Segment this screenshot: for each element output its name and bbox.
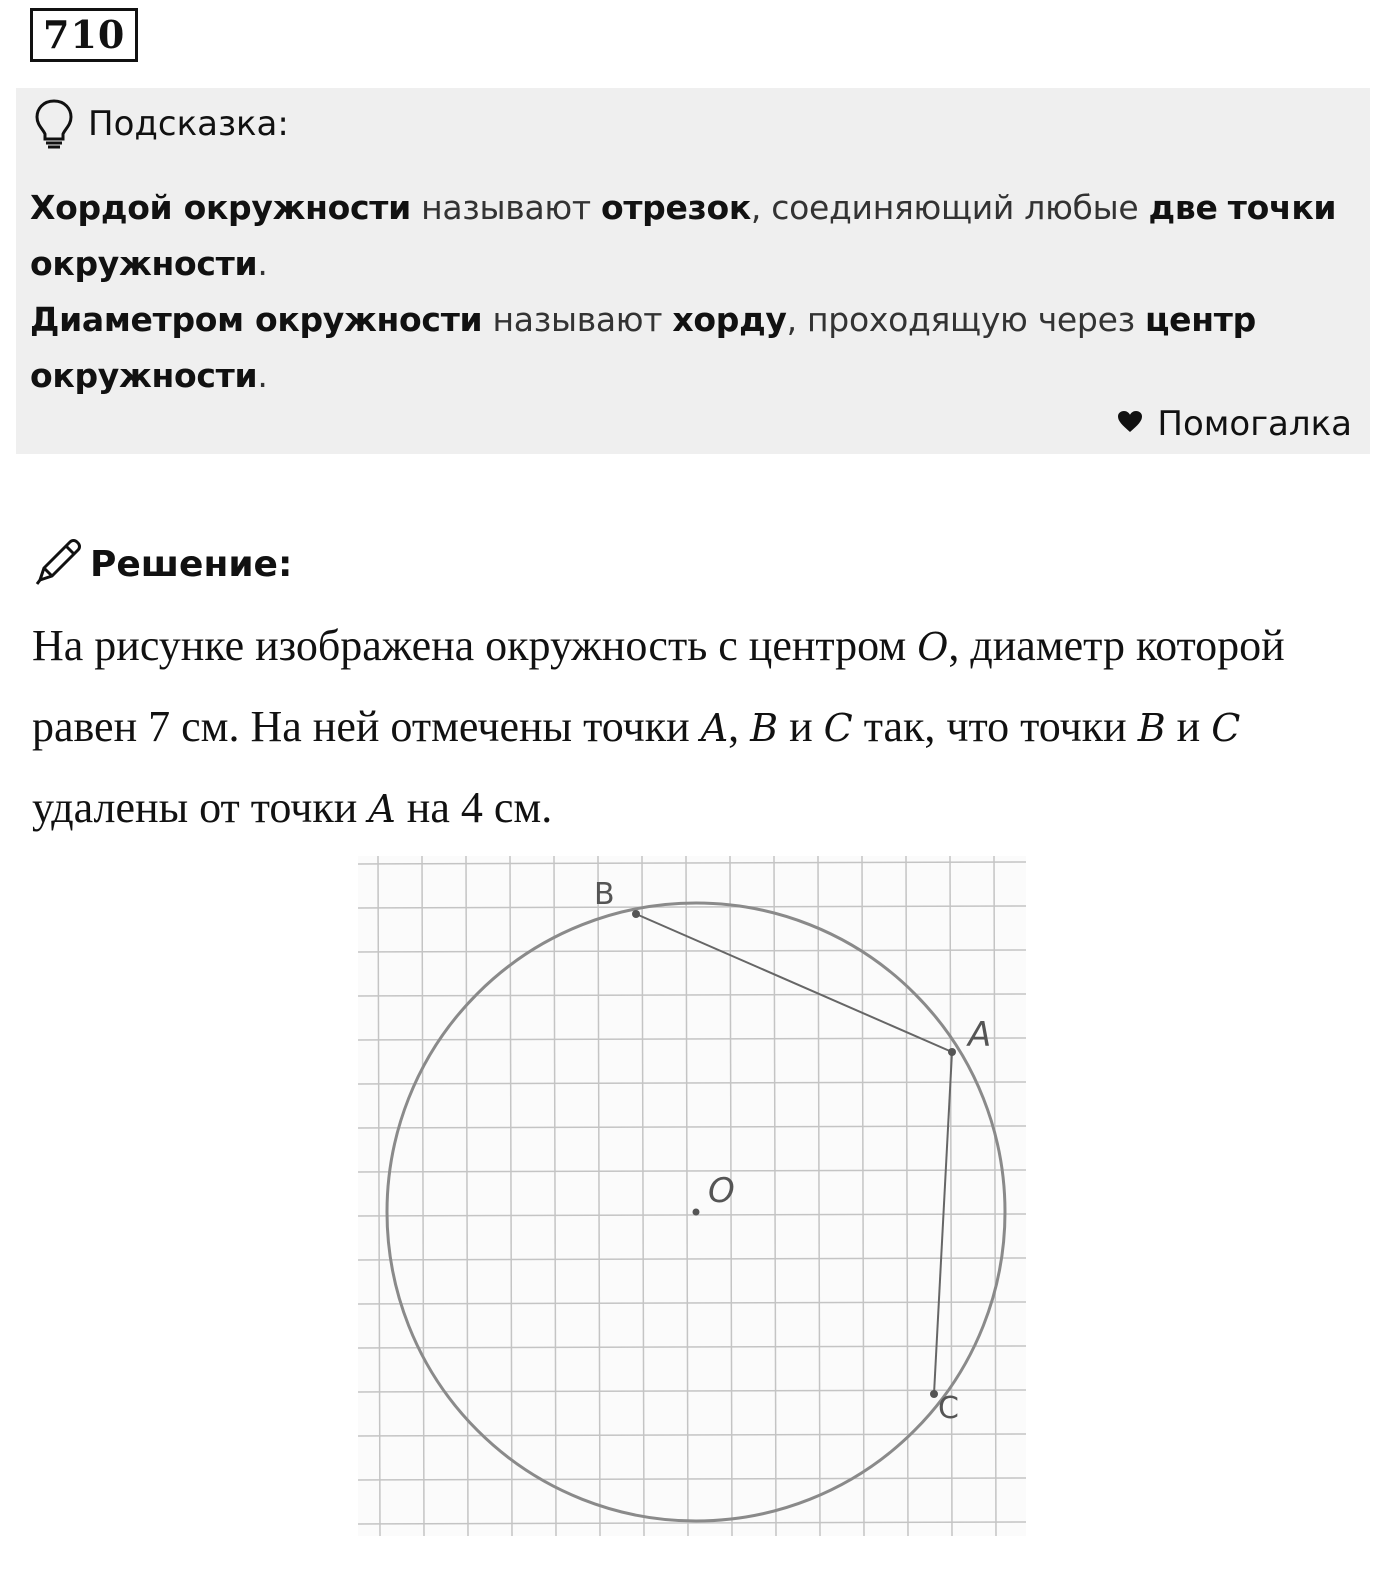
solution-header — [32, 536, 292, 592]
label-A: A — [968, 1015, 992, 1055]
grid-line — [358, 1214, 1026, 1216]
text — [1218, 188, 1228, 227]
circle-drawing — [358, 856, 1026, 1536]
grid-line — [466, 856, 468, 1536]
text: на 4 см. — [395, 783, 553, 832]
grid-line — [554, 856, 556, 1536]
grid-line — [358, 1082, 1026, 1084]
text: и — [1165, 702, 1212, 751]
grid-line — [642, 856, 644, 1536]
grid-line — [358, 1126, 1026, 1128]
hint-title: Подсказка: — [88, 104, 289, 144]
grid-line — [378, 856, 380, 1536]
text: , соединяющий любые — [750, 188, 1149, 227]
text: называют — [482, 300, 673, 339]
grid-line — [686, 856, 688, 1536]
text: . — [257, 356, 268, 395]
text: и — [778, 702, 824, 751]
math-C: C — [1211, 706, 1241, 750]
point-A — [948, 1048, 956, 1056]
grid-line — [358, 1302, 1026, 1304]
text: На рисунке изображена окружность с центром — [32, 621, 918, 670]
math-O: O — [917, 625, 949, 669]
point-C — [930, 1390, 938, 1398]
math-A: A — [700, 706, 729, 750]
credit-label: Помогалка — [1157, 404, 1352, 444]
math-C: C — [823, 706, 853, 750]
label-B: B — [594, 877, 615, 912]
hint-box — [16, 88, 1370, 454]
label-O: O — [708, 1171, 735, 1211]
term-points: точки окружности — [30, 188, 1337, 283]
grid-line — [358, 1478, 1026, 1480]
term-chord: Хордой окружности — [30, 188, 411, 227]
term-circle: окружности — [30, 356, 258, 395]
heart-icon — [1117, 408, 1143, 441]
math-B: B — [750, 706, 779, 750]
grid-line — [358, 1170, 1026, 1172]
term-two: две — [1148, 188, 1218, 227]
text: , — [728, 702, 751, 751]
task-number: 710 — [30, 8, 138, 62]
text: удалены от точки — [32, 783, 369, 832]
chord-AC — [934, 1052, 952, 1394]
grid-paper — [358, 856, 1026, 1536]
credit — [1117, 400, 1352, 448]
text: , проходящую через — [786, 300, 1146, 339]
grid-line — [358, 994, 1026, 996]
lightbulb-icon — [34, 98, 74, 150]
text: , диаметр которой равен 7 см. На ней отмечены точки — [32, 621, 1285, 751]
grid-line — [358, 950, 1026, 952]
chord-definition — [30, 180, 1350, 292]
math-A: A — [368, 787, 396, 831]
grid-line — [358, 1434, 1026, 1436]
grid-line — [358, 862, 1026, 864]
pencil-icon — [32, 536, 84, 592]
term-segment: отрезок — [600, 188, 751, 227]
grid-line — [358, 1258, 1026, 1260]
grid-line — [358, 1346, 1026, 1348]
term-chord2: хорду — [672, 300, 787, 339]
grid-line — [422, 856, 424, 1536]
math-B: B — [1137, 706, 1166, 750]
grid-line — [510, 856, 512, 1536]
solution-title: Решение: — [90, 543, 293, 585]
text: так, что точки — [852, 702, 1138, 751]
grid-line — [598, 856, 600, 1536]
grid-line — [358, 906, 1026, 908]
text: называют — [410, 188, 601, 227]
hint-header — [34, 98, 289, 150]
term-center: центр — [1145, 300, 1256, 339]
solution-text — [32, 606, 1372, 849]
label-C: C — [938, 1391, 959, 1426]
term-diameter: Диаметром окружности — [30, 300, 483, 339]
hint-text — [30, 180, 1350, 404]
diameter-definition — [30, 292, 1350, 404]
grid-line — [358, 1390, 1026, 1392]
text: . — [257, 244, 268, 283]
point-O — [693, 1209, 700, 1216]
drawing-svg — [358, 856, 1026, 1536]
point-B — [632, 910, 640, 918]
